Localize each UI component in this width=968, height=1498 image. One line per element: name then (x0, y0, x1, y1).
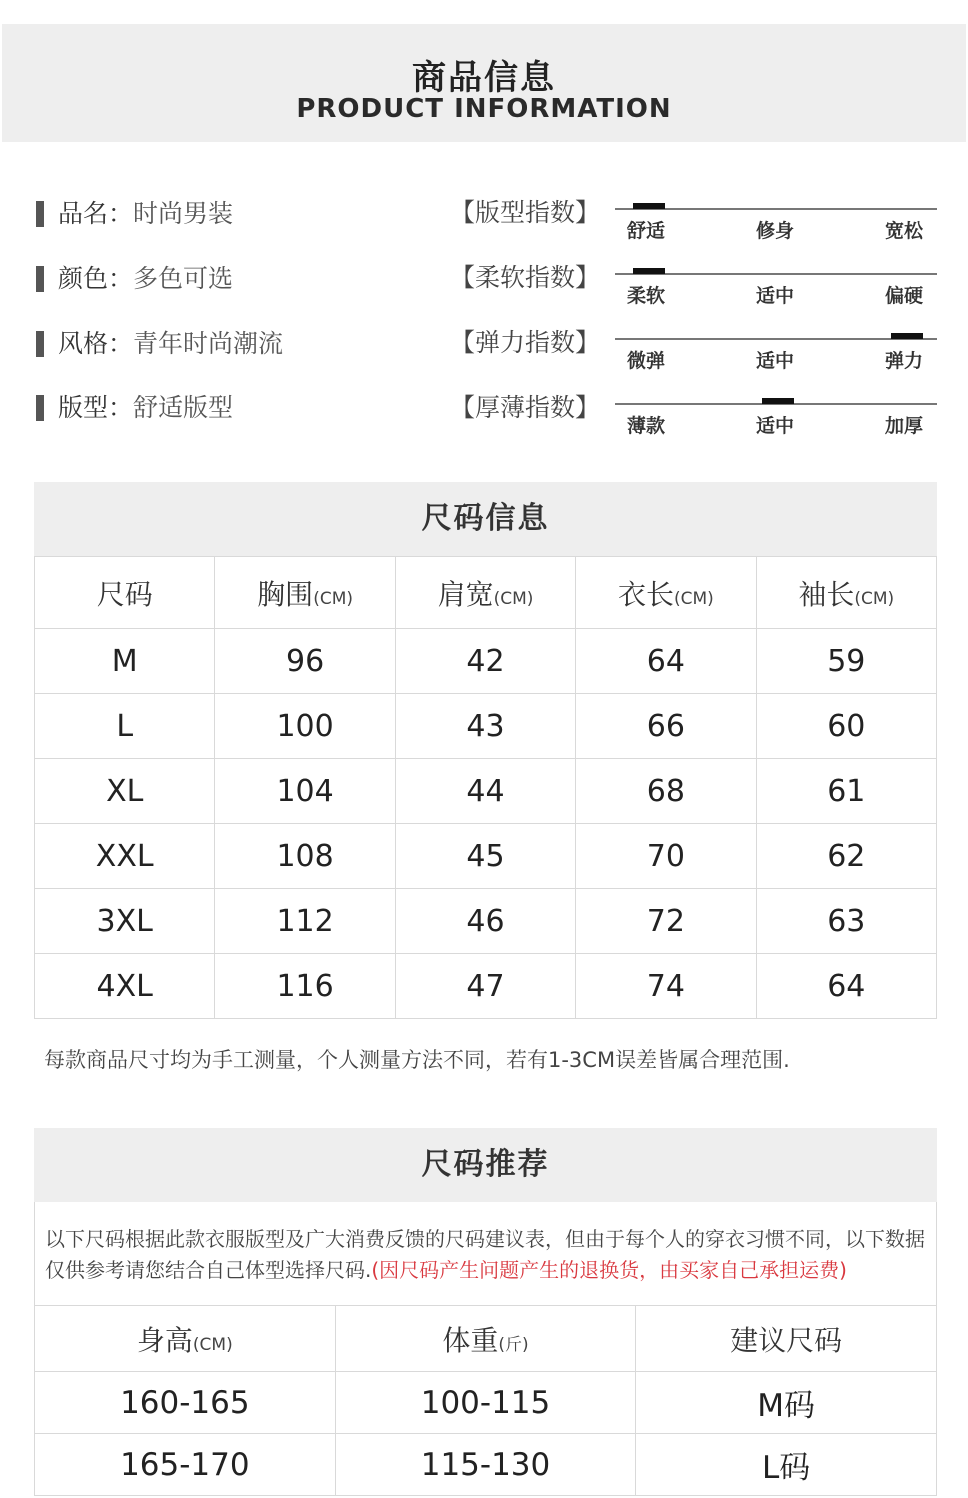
scale-fit (615, 202, 937, 248)
size-cell: 4XL (35, 954, 215, 1019)
table-row (35, 1372, 937, 1434)
scale-option: 宽松 (885, 220, 924, 242)
scale-marker (633, 203, 665, 209)
scale-option: 修身 (756, 220, 795, 242)
col-header: 尺码 (35, 557, 215, 629)
table-row (35, 629, 937, 694)
sleeve-cell: 61 (756, 759, 936, 824)
recommend-desc-text: 以下尺码根据此款衣服版型及广大消费反馈的尺码建议表，但由于每个人的穿衣习惯不同，以下数据仅供参考请您结合自己体型选择尺码. (45, 1227, 925, 1282)
recommend-table-header (35, 1306, 937, 1372)
recommend-table (34, 1305, 937, 1496)
col-header: 衣长(CM) (576, 557, 756, 629)
size-cell: XXL (35, 824, 215, 889)
header-title-cn: 商品信息 (412, 58, 556, 98)
height-cell: 160-165 (35, 1372, 336, 1434)
scale-marker (891, 333, 923, 339)
chest-cell: 116 (215, 954, 395, 1019)
attribute-label: 品名： (58, 199, 134, 228)
attribute-value: 时尚男装 (133, 199, 234, 228)
chest-cell: 96 (215, 629, 395, 694)
scale-option: 适中 (756, 350, 795, 372)
product-info-header (2, 24, 966, 142)
size-cell: L (35, 694, 215, 759)
table-row (35, 824, 937, 889)
index-label-thickness: 【厚薄指数】 (450, 393, 601, 422)
scale-option: 微弹 (627, 350, 666, 372)
scale-option: 弹力 (885, 350, 924, 372)
scale-line (615, 338, 937, 340)
size-table (34, 556, 937, 1019)
scale-option: 薄款 (627, 415, 666, 437)
length-cell: 72 (576, 889, 756, 954)
shoulder-cell: 45 (395, 824, 575, 889)
size-cell: 3XL (35, 889, 215, 954)
table-row (35, 694, 937, 759)
sleeve-cell: 63 (756, 889, 936, 954)
attribute-label: 风格： (58, 329, 134, 358)
scale-option: 加厚 (885, 415, 924, 437)
sleeve-cell: 60 (756, 694, 936, 759)
col-header: 体重(斤) (335, 1306, 636, 1372)
header-title-en: PRODUCT INFORMATION (296, 94, 672, 124)
shoulder-cell: 42 (395, 629, 575, 694)
shoulder-cell: 47 (395, 954, 575, 1019)
attribute-bullet (36, 395, 44, 421)
measurement-note: 每款商品尺寸均为手工测量，个人测量方法不同，若有1-3CM误差皆属合理范围. (44, 1048, 790, 1072)
attribute-bullet (36, 331, 44, 357)
suggested-size-cell: M码 (636, 1372, 937, 1434)
sleeve-cell: 59 (756, 629, 936, 694)
scale-marker (633, 268, 665, 274)
scale-elasticity (615, 332, 937, 378)
chest-cell: 112 (215, 889, 395, 954)
chest-cell: 108 (215, 824, 395, 889)
scale-option: 偏硬 (885, 285, 924, 307)
scale-option: 舒适 (627, 220, 666, 242)
table-row (35, 954, 937, 1019)
weight-cell: 115-130 (335, 1434, 636, 1496)
length-cell: 68 (576, 759, 756, 824)
attribute-bullet (36, 201, 44, 227)
attribute-label: 版型： (58, 393, 134, 422)
chest-cell: 104 (215, 759, 395, 824)
weight-cell: 100-115 (335, 1372, 636, 1434)
length-cell: 74 (576, 954, 756, 1019)
table-row (35, 889, 937, 954)
sleeve-cell: 62 (756, 824, 936, 889)
shoulder-cell: 43 (395, 694, 575, 759)
scale-softness (615, 267, 937, 313)
col-header: 肩宽(CM) (395, 557, 575, 629)
scale-marker (762, 398, 794, 404)
shoulder-cell: 46 (395, 889, 575, 954)
attribute-value: 舒适版型 (133, 393, 234, 422)
size-table-header (35, 557, 937, 629)
size-recommend-title: 尺码推荐 (34, 1128, 937, 1202)
index-label-softness: 【柔软指数】 (450, 263, 601, 292)
length-cell: 66 (576, 694, 756, 759)
shoulder-cell: 44 (395, 759, 575, 824)
attribute-label: 颜色： (58, 264, 134, 293)
scale-option: 柔软 (627, 285, 666, 307)
col-header: 建议尺码 (636, 1306, 937, 1372)
attribute-bullet (36, 266, 44, 292)
scale-option: 适中 (756, 285, 795, 307)
sleeve-cell: 64 (756, 954, 936, 1019)
scale-thickness (615, 397, 937, 443)
table-row (35, 759, 937, 824)
index-label-elasticity: 【弹力指数】 (450, 328, 601, 357)
suggested-size-cell: L码 (636, 1434, 937, 1496)
length-cell: 70 (576, 824, 756, 889)
height-cell: 165-170 (35, 1434, 336, 1496)
size-info-title: 尺码信息 (34, 482, 937, 556)
index-label-fit: 【版型指数】 (450, 198, 601, 227)
col-header: 身高(CM) (35, 1306, 336, 1372)
size-cell: M (35, 629, 215, 694)
scale-option: 适中 (756, 415, 795, 437)
attribute-value: 青年时尚潮流 (133, 329, 284, 358)
table-row (35, 1434, 937, 1496)
col-header: 袖长(CM) (756, 557, 936, 629)
recommend-warning: (因尺码产生问题产生的退换货，由买家自己承担运费) (371, 1258, 847, 1282)
size-cell: XL (35, 759, 215, 824)
length-cell: 64 (576, 629, 756, 694)
col-header: 胸围(CM) (215, 557, 395, 629)
recommend-description (34, 1202, 937, 1306)
chest-cell: 100 (215, 694, 395, 759)
attribute-value: 多色可选 (133, 264, 234, 293)
